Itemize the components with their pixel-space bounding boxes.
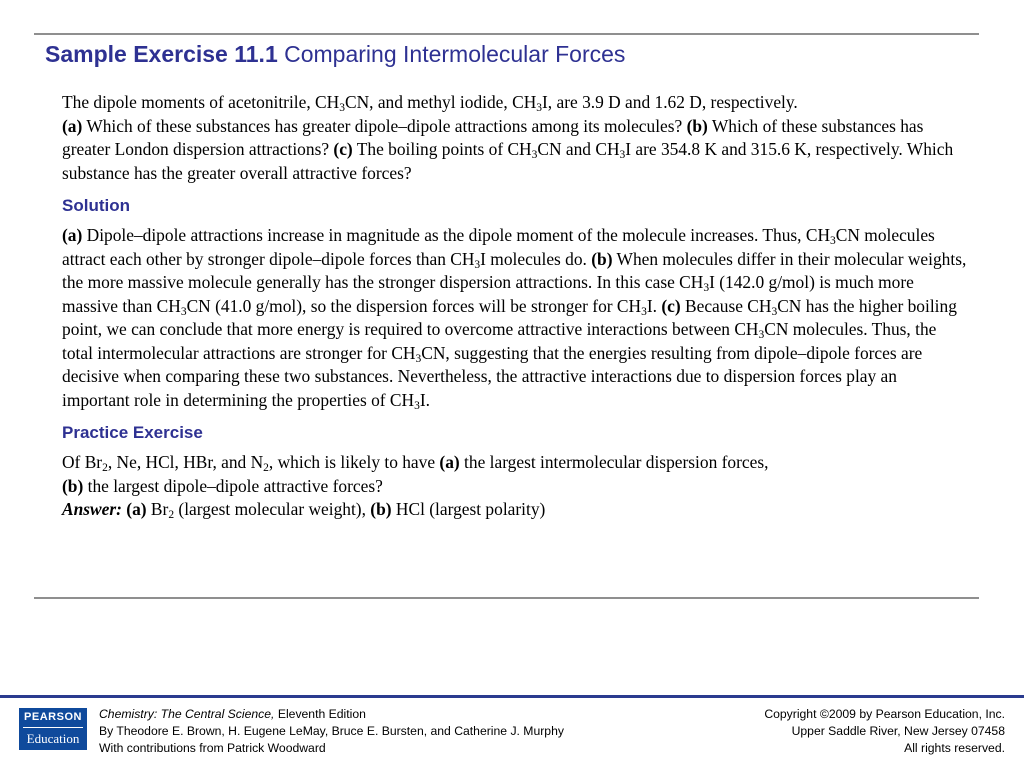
logo-pearson-text: PEARSON xyxy=(24,711,82,723)
footer-book-info xyxy=(99,706,564,757)
top-divider xyxy=(34,33,979,35)
footer-copyright xyxy=(764,706,1005,757)
part-c-label: (c) xyxy=(333,139,353,159)
slide-content xyxy=(62,91,967,522)
answer-label: Answer: xyxy=(62,499,122,519)
logo-divider xyxy=(23,727,83,728)
book-edition: Eleventh Edition xyxy=(274,707,366,721)
solution-text: (a) Dipole–dipole attractions increase in magnitude as the dipole moment of the molecule increases. Thus, $CH_3CN$ molecules attract each other by stronger dipole–dipole forces than $CH_3I$ molecules do. (b) When molecules differ in their molecular weights, the more massive molecule generally has the stronger dispersion attractions. In this case $CH_3I$ (142.0 g/mol) is much more massive than $CH_3CN$ (41.0 g/mol), so the dispersion forces will be stronger for $CH_3I$. (c) Because $CH_3CN$ has the higher boiling point, we can conclude that more energy is required to overcome attractive interactions between $CH_3CN$ molecules. Thus, the total intermolecular attractions are stronger for $CH_3CN$, suggesting that the energies resulting from dipole–dipole forces are decisive when comparing these two substances. Nevertheless, the attractive interactions due to dispersion forces play an important role in determining the properties of $CH_3I$. xyxy=(62,225,967,412)
rights-reserved: All rights reserved. xyxy=(904,741,1005,755)
practice-exercise-heading: Practice Exercise xyxy=(62,423,203,442)
book-title: Chemistry: The Central Science, xyxy=(99,707,275,721)
bottom-divider xyxy=(34,597,979,599)
pearson-education-logo xyxy=(19,708,87,750)
problem-statement: The dipole moments of acetonitrile, $CH_3CN$, and methyl iodide, $CH_3I$, are 3.9 D and 1.62 D, respectively. (a) Which of these substances has greater dipole–dipole attractions among its molecules? (b) Which of these substances has greater London dispersion attractions? (c) The boiling points of $CH_3CN$ and $CH_3I$ are 354.8 K and 315.6 K, respectively. Which substance has the greater overall attractive forces? xyxy=(62,92,954,183)
publisher-address: Upper Saddle River, New Jersey 07458 xyxy=(791,724,1005,738)
logo-education-text: Education xyxy=(26,731,80,746)
title-exercise-number: Sample Exercise 11.1 xyxy=(45,41,278,67)
slide-title xyxy=(45,41,625,68)
title-topic: Comparing Intermolecular Forces xyxy=(284,41,626,67)
footer-accent-line xyxy=(0,695,1024,698)
copyright-line: Copyright ©2009 by Pearson Education, Inc. xyxy=(764,707,1005,721)
part-a-label: (a) xyxy=(62,115,83,136)
practice-exercise-text: Of $Br_2$, Ne, HCl, HBr, and $N_2$, which is likely to have (a) the largest intermolecular dispersion forces, (b) the largest dipole–dipole attractive forces? Answer: (a) $Br_2$ (largest molecular weight), (b) HCl (largest polarity) xyxy=(62,452,769,521)
footer-authors: By Theodore E. Brown, H. Eugene LeMay, Bruce E. Bursten, and Catherine J. Murphy xyxy=(99,724,564,738)
solution-heading: Solution xyxy=(62,196,130,215)
part-b-label: (b) xyxy=(686,115,708,136)
footer-book-title-line xyxy=(99,706,564,723)
footer-contributions: With contributions from Patrick Woodward xyxy=(99,741,326,755)
